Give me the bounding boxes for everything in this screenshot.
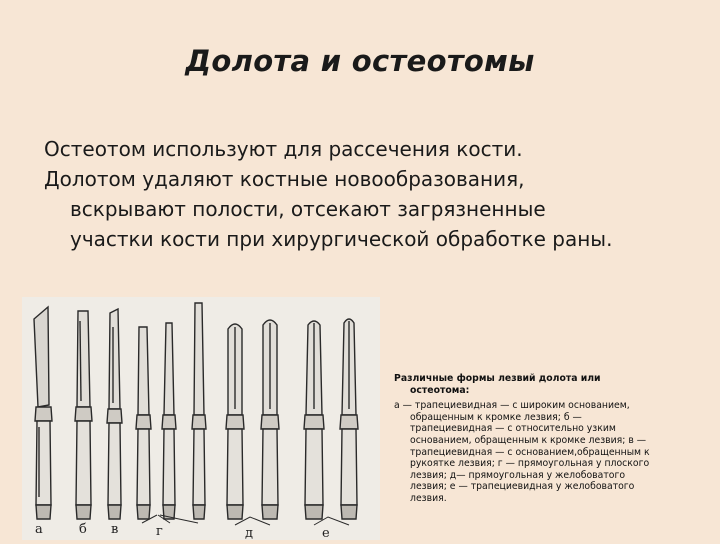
- caption-line-4: основанием, обращенным к кромке лезвия; в —: [410, 434, 647, 446]
- caption-line-7: лезвия; д— прямоугольная у желобоватого: [410, 469, 626, 481]
- chisel-d2: [261, 320, 279, 519]
- chisel-v: [107, 309, 122, 519]
- body-text: [44, 134, 704, 254]
- chisel-a: [34, 307, 52, 519]
- label-e: е: [322, 526, 330, 540]
- chisel-g2: [162, 323, 176, 519]
- chisel-drawing: [22, 297, 380, 540]
- caption-line-8: лезвия; е — трапециевидная у желобоватого: [410, 481, 635, 493]
- chisel-e1: [304, 321, 324, 519]
- caption-line-6: рукоятке лезвия; г — прямоугольная у плоского: [410, 458, 650, 470]
- caption-line-1: а — трапециевидная — с широким основанием,: [394, 400, 630, 412]
- label-g: г: [156, 524, 163, 539]
- chisel-e2: [340, 319, 358, 519]
- body-line-3: вскрывают полости, отсекают загрязненные: [70, 197, 546, 221]
- label-a: а: [35, 522, 43, 537]
- body-line-4: участки кости при хирургической обработке раны.: [70, 227, 613, 251]
- caption-line-5: трапециевидная — с основанием,обращенным к: [410, 446, 650, 458]
- caption-title-line-2: остеотома:: [410, 384, 470, 396]
- body-line-1: Остеотом используют для рассечения кости.: [44, 137, 523, 161]
- caption-line-9: лезвия.: [410, 492, 447, 504]
- caption-line-3: трапециевидная — с относительно узким: [410, 423, 616, 435]
- caption-body: [394, 400, 706, 504]
- label-v: в: [111, 522, 119, 537]
- figure-caption: [394, 373, 706, 505]
- chisel-g3: [192, 303, 206, 519]
- caption-line-2: обращенным к кромке лезвия; б —: [410, 411, 582, 423]
- label-d: д: [245, 526, 254, 540]
- chisel-d1: [226, 324, 244, 519]
- chisel-b: [75, 311, 92, 519]
- body-line-2: Долотом удаляют костные новообразования,: [44, 167, 525, 191]
- chisel-g1: [136, 327, 151, 519]
- label-b: б: [79, 522, 87, 537]
- caption-title: [394, 373, 706, 396]
- caption-title-line-1: Различные формы лезвий долота или: [394, 373, 601, 384]
- page-title: Долота и остеотомы: [185, 44, 535, 78]
- chisel-illustration: [22, 297, 380, 540]
